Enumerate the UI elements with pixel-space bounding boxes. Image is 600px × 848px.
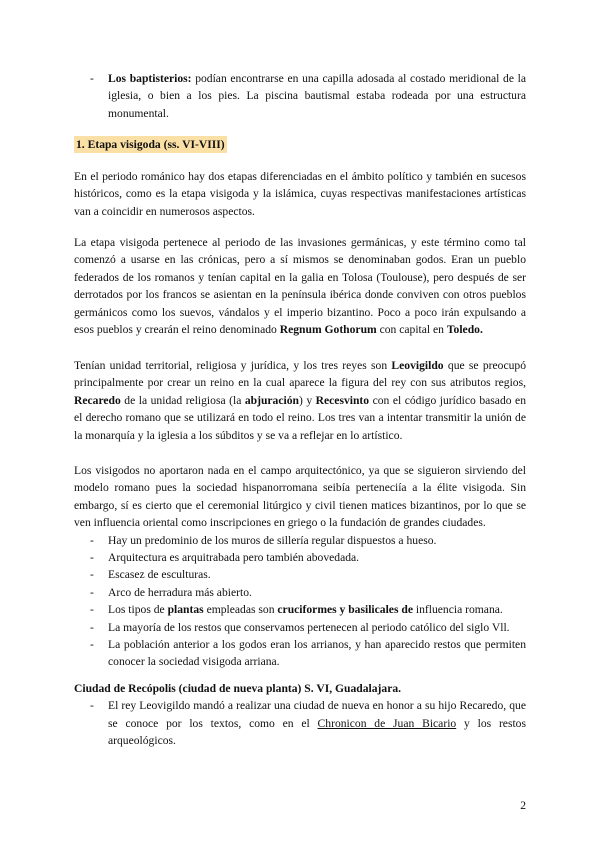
paragraph-arquitectura: Los visigodos no aportaron nada en el campo arquitectónico, ya que se siguieron sirviendo del modelo romano pues la sociedad hispanorromana seibía perteneciía a la élite visigoda. Sin embargo, sí es cierto que el ceremonial litúrgico y civil tienen matices bizantinos, por lo que se ven influencia oriental como inscripciones en griego o la fundación de grandes ciudades. - Hay un predominio de los muros de sillería regular dispuestos a hueso. - Arquitectura es arquitrabada pero también abovedada. - Escasez de esculturas. - Arco de herradura más abierto. - Los tipos de plantas empleadas son cruciformes y basilicales de influencia romana. - La mayoría de los restos que conservamos pertenecen al periodo católico del siglo Vll. - La población anterior a los godos eran los arrianos, y han aparecido restos que permiten conocer la sociedad visigoda arriana. xyxy=(74,462,526,671)
list-item: - La población anterior a los godos eran los arrianos, y han aparecido restos que permiten conocer la sociedad visigoda arriana. xyxy=(74,636,526,671)
paragraph-etapa-visigoda: La etapa visigoda pertenece al periodo de las invasiones germánicas, y este término como tal comenzó a usarse en las crónicas, pero a sí mismos se denominaban godos. Eran un pueblo federados de los romanos y tenían capital en la galia en Tolosa (Toulouse), pero después de ser derrotados por los francos se asientan en la península ibérica donde conviven con otros pueblos germánicos como los suevos, vándalos y el imperio bizantino. Poco a poco irán expulsando a esos pueblos y crearán el reino denominado Regnum Gothorum con capital en Toledo. xyxy=(74,236,526,337)
baptisterios-list xyxy=(74,70,526,122)
page-number: 2 xyxy=(520,799,526,812)
list-item: - La mayoría de los restos que conservamos pertenecen al periodo católico del siglo Vll. xyxy=(74,619,526,636)
section-heading xyxy=(74,136,526,153)
chronicon-reference: Chronicon de Juan Bicario xyxy=(317,716,457,730)
list-item: - El rey Leovigildo mandó a realizar una ciudad de nueva en honor a su hijo Recaredo, que se conoce por los textos, como en el Chronicon de Juan Bicario y los restos arqueológicos. xyxy=(74,697,526,749)
list-item: - Hay un predominio de los muros de sillería regular dispuestos a hueso. xyxy=(74,532,526,549)
section-title: 1. Etapa visigoda (ss. VI-VIII) xyxy=(74,136,227,153)
list-item: - Escasez de esculturas. xyxy=(74,566,526,583)
list-item: - Arquitectura es arquitrabada pero también abovedada. xyxy=(74,549,526,566)
paragraph-intro: En el periodo románico hay dos etapas diferenciadas en el ámbito político y también en sucesos históricos, como es la etapa visigoda y la islámica, cuyas respectivas manifestaciones artísticas van a coincidir en numerosos aspectos. xyxy=(74,170,526,218)
features-list xyxy=(74,532,526,671)
list-item: - Arco de herradura más abierto. xyxy=(74,584,526,601)
recopolis-section xyxy=(74,680,526,750)
list-item: - Los tipos de plantas empleadas son cruciformes y basilicales de influencia romana. xyxy=(74,601,526,618)
list-item: - Los baptisterios: podían encontrarse en una capilla adosada al costado meridional de la iglesia, o bien a los pies. La piscina bautismal estaba rodeada por una estructura monumental. xyxy=(74,70,526,122)
subheading: Ciudad de Recópolis (ciudad de nueva planta) S. VI, Guadalajara. xyxy=(74,682,402,695)
paragraph-reyes: Tenían unidad territorial, religiosa y jurídica, y los tres reyes son Leovigildo que se preocupó principalmente por crear un reino en la cual aparece la figura del rey con sus atributos regios, Recaredo de la unidad religiosa (la abjuración) y Recesvinto con el código jurídico basado en el derecho romano que se utilizará en todo el reino. Los tres van a intentar transmitir la unión de la monarquía y la iglesia a los súbditos y se va a reflejar en lo artístico. xyxy=(74,359,527,442)
